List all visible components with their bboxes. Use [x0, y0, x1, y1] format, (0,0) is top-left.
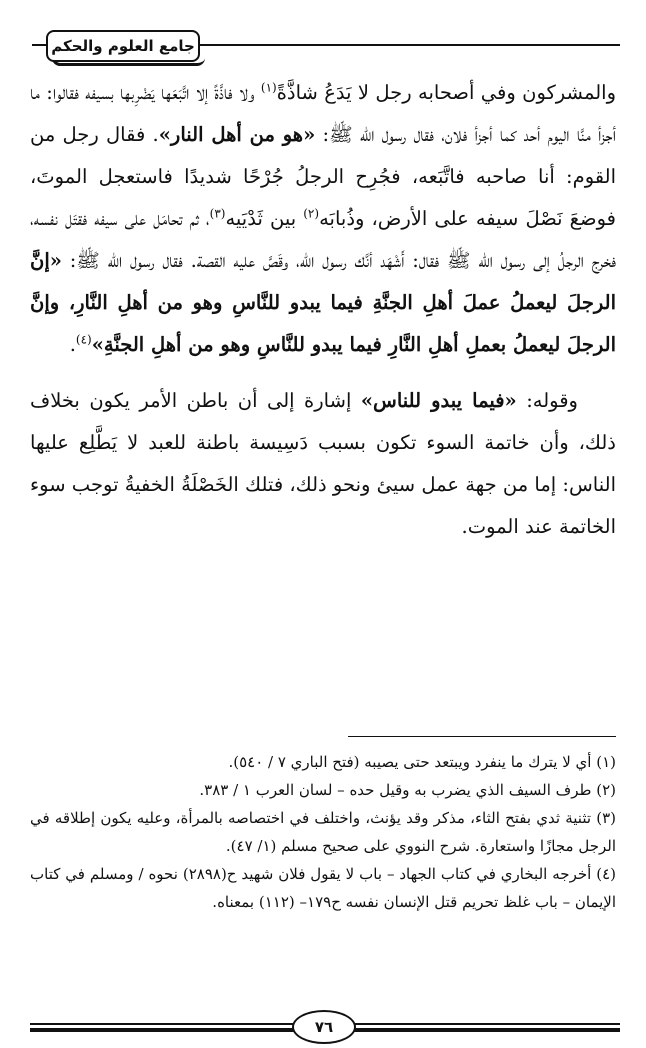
footnote-ref-1: (١) — [260, 80, 277, 95]
footnote-1: (١) أي لا يترك ما ينفرد ويبتعد حتى يصيبه (فتح الباري ٧ / ٥٤٠). — [228, 753, 616, 771]
text-segment: ولا فاذَّةً إلا اتَّبَعَها يَضْرِبها بسيفه فقالوا: ما أجزأ منَّا اليوم أحد كما أجزأ فلان، فقال رسول الله ﷺ: — [30, 81, 616, 146]
paragraph-hadith — [30, 72, 616, 366]
text-segment: بين ثَدْيَيه — [225, 207, 304, 230]
footnote-ref-4: (٤) — [75, 332, 92, 347]
footnote-3: (٣) تثنية ثدي بفتح الثاء، مذكر وقد يؤنث، واختلف في اختصاصه بالمرأة، وعليه يكون إطلاقه في الرجل مجازًا واستعارة. شرح النووي على صحيح مسلم (١/ ٤٧). — [30, 809, 616, 855]
footnote-separator — [348, 736, 616, 737]
text-segment: . فقال رجل من القوم: أنا صاحبه فاتَّبَعه، فجُرِح الرجلُ جُرْحًا شديدًا فاستعجل الموتَ، فوضعَ نَصْلَ سيفه على الأرض، وذُبابَه — [30, 123, 617, 230]
bold-quote: «فيما يبدو للناس» — [360, 389, 517, 412]
bold-quote: «هو من أهل النار» — [158, 123, 316, 146]
bold-quote: «إنَّ الرجلَ ليعملُ عملَ أهلِ الجنَّةِ فيما يبدو للنَّاسِ وهو من أهلِ النَّارِ، وإنَّ الرجلَ ليعملُ بعملِ أهلِ النَّارِ فيما يبدو للنَّاسِ وهو من أهلِ الجنَّةِ» — [30, 249, 616, 356]
page-number: ٧٦ — [292, 1010, 356, 1044]
main-text — [30, 72, 616, 548]
text-segment: والمشركون وفي أصحابه رجل لا يَدَعُ شاذَّةً — [276, 81, 617, 104]
footnote-4: (٤) أخرجه البخاري في كتاب الجهاد – باب لا يقول فلان شهيد ح(٢٨٩٨) نحوه / ومسلم في كتاب الإيمان – باب غلظ تحريم قتل الإنسان نفسه ح١٧٩– (١١٢) بمعناه. — [30, 865, 616, 911]
text-segment: ، ثم تحامَل على سيفه فقتَل نفسه، فخرج الرجلُ إلى رسول الله ﷺ فقال: أَشْهَد أنَّك رسول الله، وقَصَّ عليه القصة. فقال رسول الله ﷺ: — [30, 207, 616, 272]
text-segment: وقوله: — [516, 389, 578, 412]
footnotes — [30, 748, 616, 916]
text-segment: . — [69, 333, 76, 356]
footnote-2: (٢) طرف السيف الذي يضرب به وقيل حده – لسان العرب ١ / ٣٨٣. — [199, 781, 616, 799]
footnote-ref-2: (٢) — [303, 206, 320, 221]
footnote-ref-3: (٣) — [209, 206, 226, 221]
running-header-title: جامع العلوم والحكم — [46, 30, 200, 62]
text-segment: إشارة إلى أن باطن الأمر يكون بخلاف ذلك، وأن خاتمة السوء تكون بسبب دَسِيسة باطنة للعبد لا يَطَّلِع عليها الناس: إما من جهة عمل سيئ ونحو ذلك، فتلك الخَصْلَةُ الخفيةُ توجب سوء الخاتمة عند الموت. — [30, 389, 616, 538]
paragraph-commentary — [30, 380, 616, 548]
